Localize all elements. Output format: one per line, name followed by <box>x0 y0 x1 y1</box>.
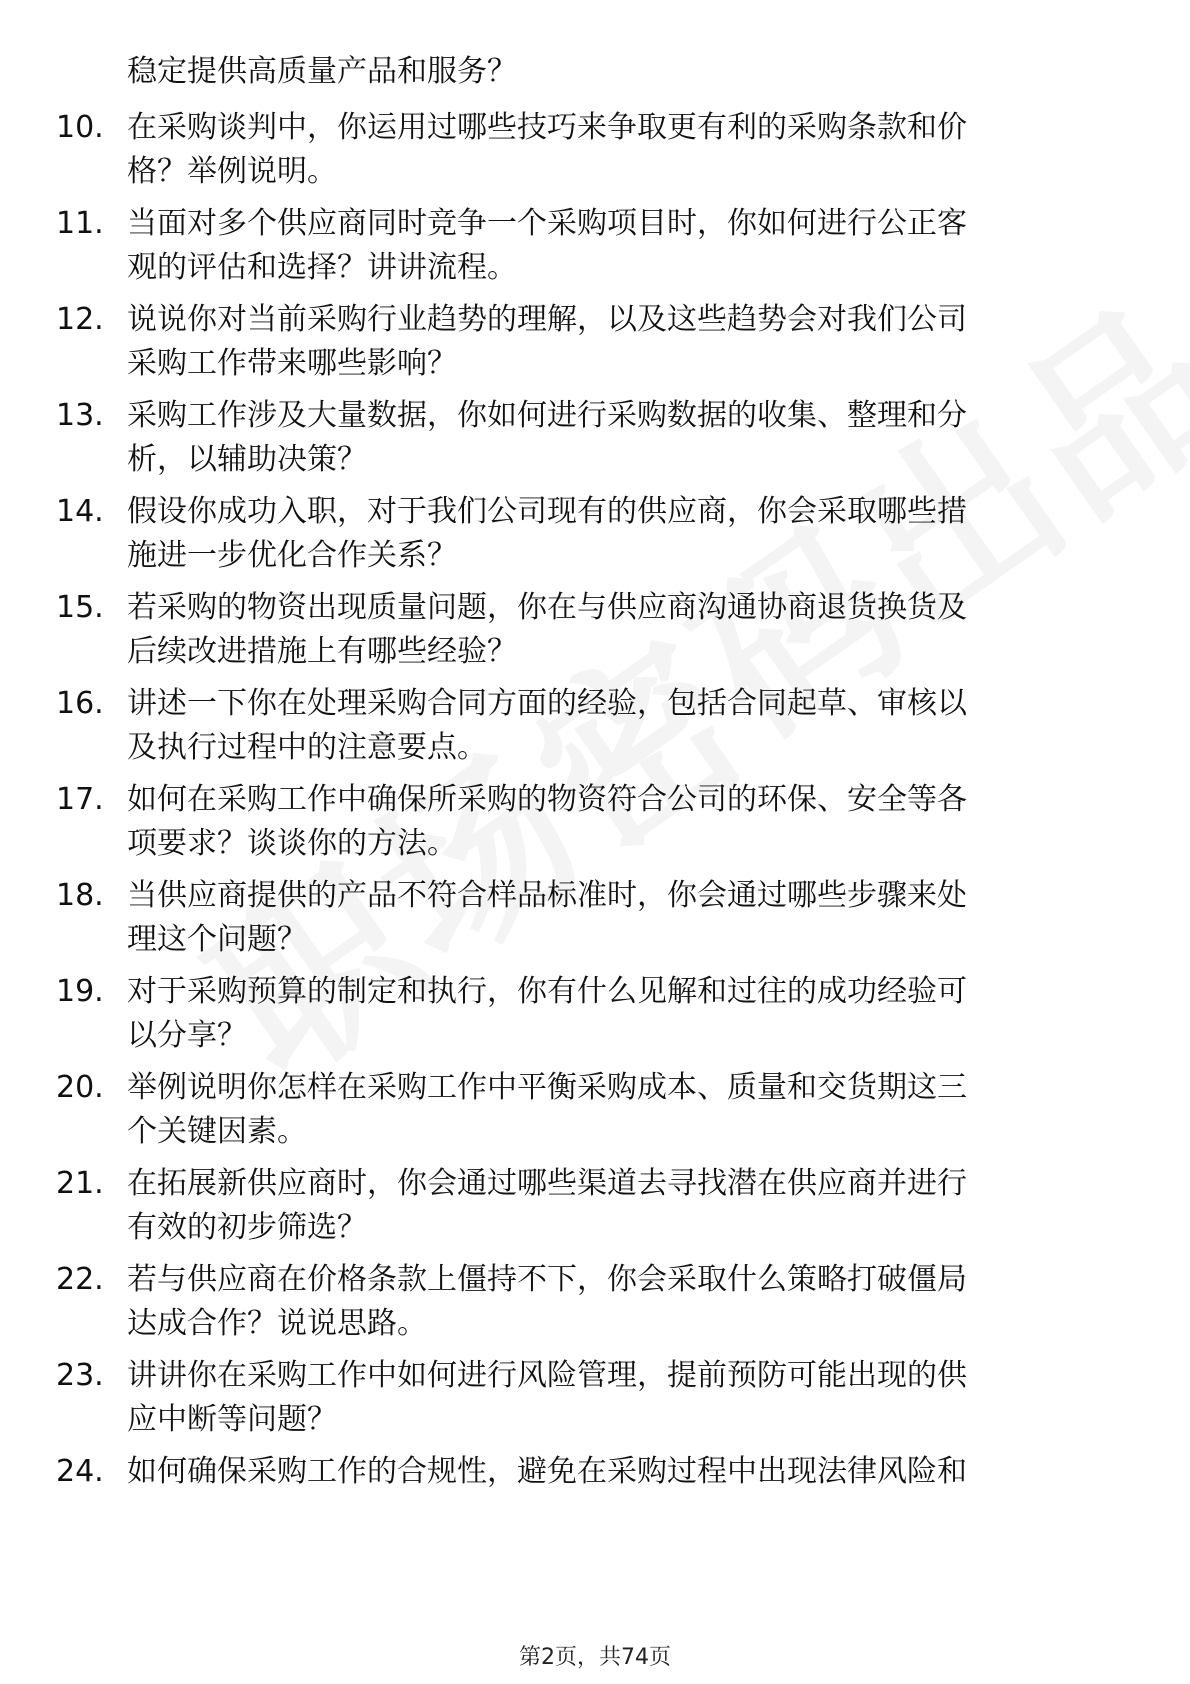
question-line: 说说你对当前采购行业趋势的理解，以及这些趋势会对我们公司 <box>127 302 967 337</box>
question-text <box>127 874 1117 962</box>
question-text <box>127 202 1117 290</box>
question-number: 22. <box>56 1262 104 1297</box>
question-text <box>127 1450 1117 1494</box>
question-number: 15. <box>56 590 104 625</box>
question-line: 对于采购预算的制定和执行，你有什么见解和过往的成功经验可 <box>127 974 967 1009</box>
question-number: 14. <box>56 494 104 529</box>
question-line: 应中断等问题？ <box>127 1402 337 1437</box>
question-line: 施进一步优化合作关系？ <box>127 538 457 573</box>
question-text <box>127 1162 1117 1250</box>
question-line: 个关键因素。 <box>127 1114 307 1149</box>
question-number: 11. <box>56 206 104 241</box>
question-number: 24. <box>56 1454 104 1489</box>
question-line: 析，以辅助决策？ <box>127 442 367 477</box>
question-line: 采购工作带来哪些影响？ <box>127 346 457 381</box>
question-line: 假设你成功入职，对于我们公司现有的供应商，你会采取哪些措 <box>127 494 967 529</box>
question-number: 16. <box>56 686 104 721</box>
question-line: 若与供应商在价格条款上僵持不下，你会采取什么策略打破僵局 <box>127 1262 967 1297</box>
question-text <box>127 1354 1117 1442</box>
question-line: 项要求？谈谈你的方法。 <box>127 826 457 861</box>
question-number: 13. <box>56 398 104 433</box>
question-text <box>127 970 1117 1058</box>
question-line: 后续改进措施上有哪些经验？ <box>127 634 517 669</box>
question-line: 在拓展新供应商时，你会通过哪些渠道去寻找潜在供应商并进行 <box>127 1166 967 1201</box>
question-line: 举例说明你怎样在采购工作中平衡采购成本、质量和交货期这三 <box>127 1070 967 1105</box>
question-line: 当供应商提供的产品不符合样品标准时，你会通过哪些步骤来处 <box>127 878 967 913</box>
continued-text: 稳定提供高质量产品和服务？ <box>127 54 517 89</box>
question-number: 21. <box>56 1166 104 1201</box>
question-text <box>127 394 1117 482</box>
question-text <box>127 106 1117 194</box>
question-number: 12. <box>56 302 104 337</box>
question-line: 如何确保采购工作的合规性，避免在采购过程中出现法律风险和 <box>127 1454 967 1489</box>
question-text <box>127 586 1117 674</box>
question-line: 理这个问题？ <box>127 922 307 957</box>
question-line: 采购工作涉及大量数据，你如何进行采购数据的收集、整理和分 <box>127 398 967 433</box>
question-text <box>127 1066 1117 1154</box>
question-text <box>127 1258 1117 1346</box>
question-number: 17. <box>56 782 104 817</box>
question-line: 讲讲你在采购工作中如何进行风险管理，提前预防可能出现的供 <box>127 1358 967 1393</box>
question-line: 以分享？ <box>127 1018 247 1053</box>
question-number: 18. <box>56 878 104 913</box>
question-line: 如何在采购工作中确保所采购的物资符合公司的环保、安全等各 <box>127 782 967 817</box>
question-line: 格？举例说明。 <box>127 154 337 189</box>
question-line: 有效的初步筛选？ <box>127 1210 367 1245</box>
question-text <box>127 682 1117 770</box>
question-text <box>127 778 1117 866</box>
question-number: 20. <box>56 1070 104 1105</box>
question-line: 讲述一下你在处理采购合同方面的经验，包括合同起草、审核以 <box>127 686 967 721</box>
question-line: 及执行过程中的注意要点。 <box>127 730 487 765</box>
page-footer: 第2页，共74页 <box>519 1645 671 1670</box>
question-line: 在采购谈判中，你运用过哪些技巧来争取更有利的采购条款和价 <box>127 110 967 145</box>
question-number: 23. <box>56 1358 104 1393</box>
question-number: 10. <box>56 110 104 145</box>
question-number: 19. <box>56 974 104 1009</box>
question-text <box>127 490 1117 578</box>
question-line: 当面对多个供应商同时竞争一个采购项目时，你如何进行公正客 <box>127 206 967 241</box>
question-line: 观的评估和选择？讲讲流程。 <box>127 250 517 285</box>
question-line: 若采购的物资出现质量问题，你在与供应商沟通协商退货换货及 <box>127 590 967 625</box>
question-line: 达成合作？说说思路。 <box>127 1306 427 1341</box>
question-text <box>127 298 1117 386</box>
